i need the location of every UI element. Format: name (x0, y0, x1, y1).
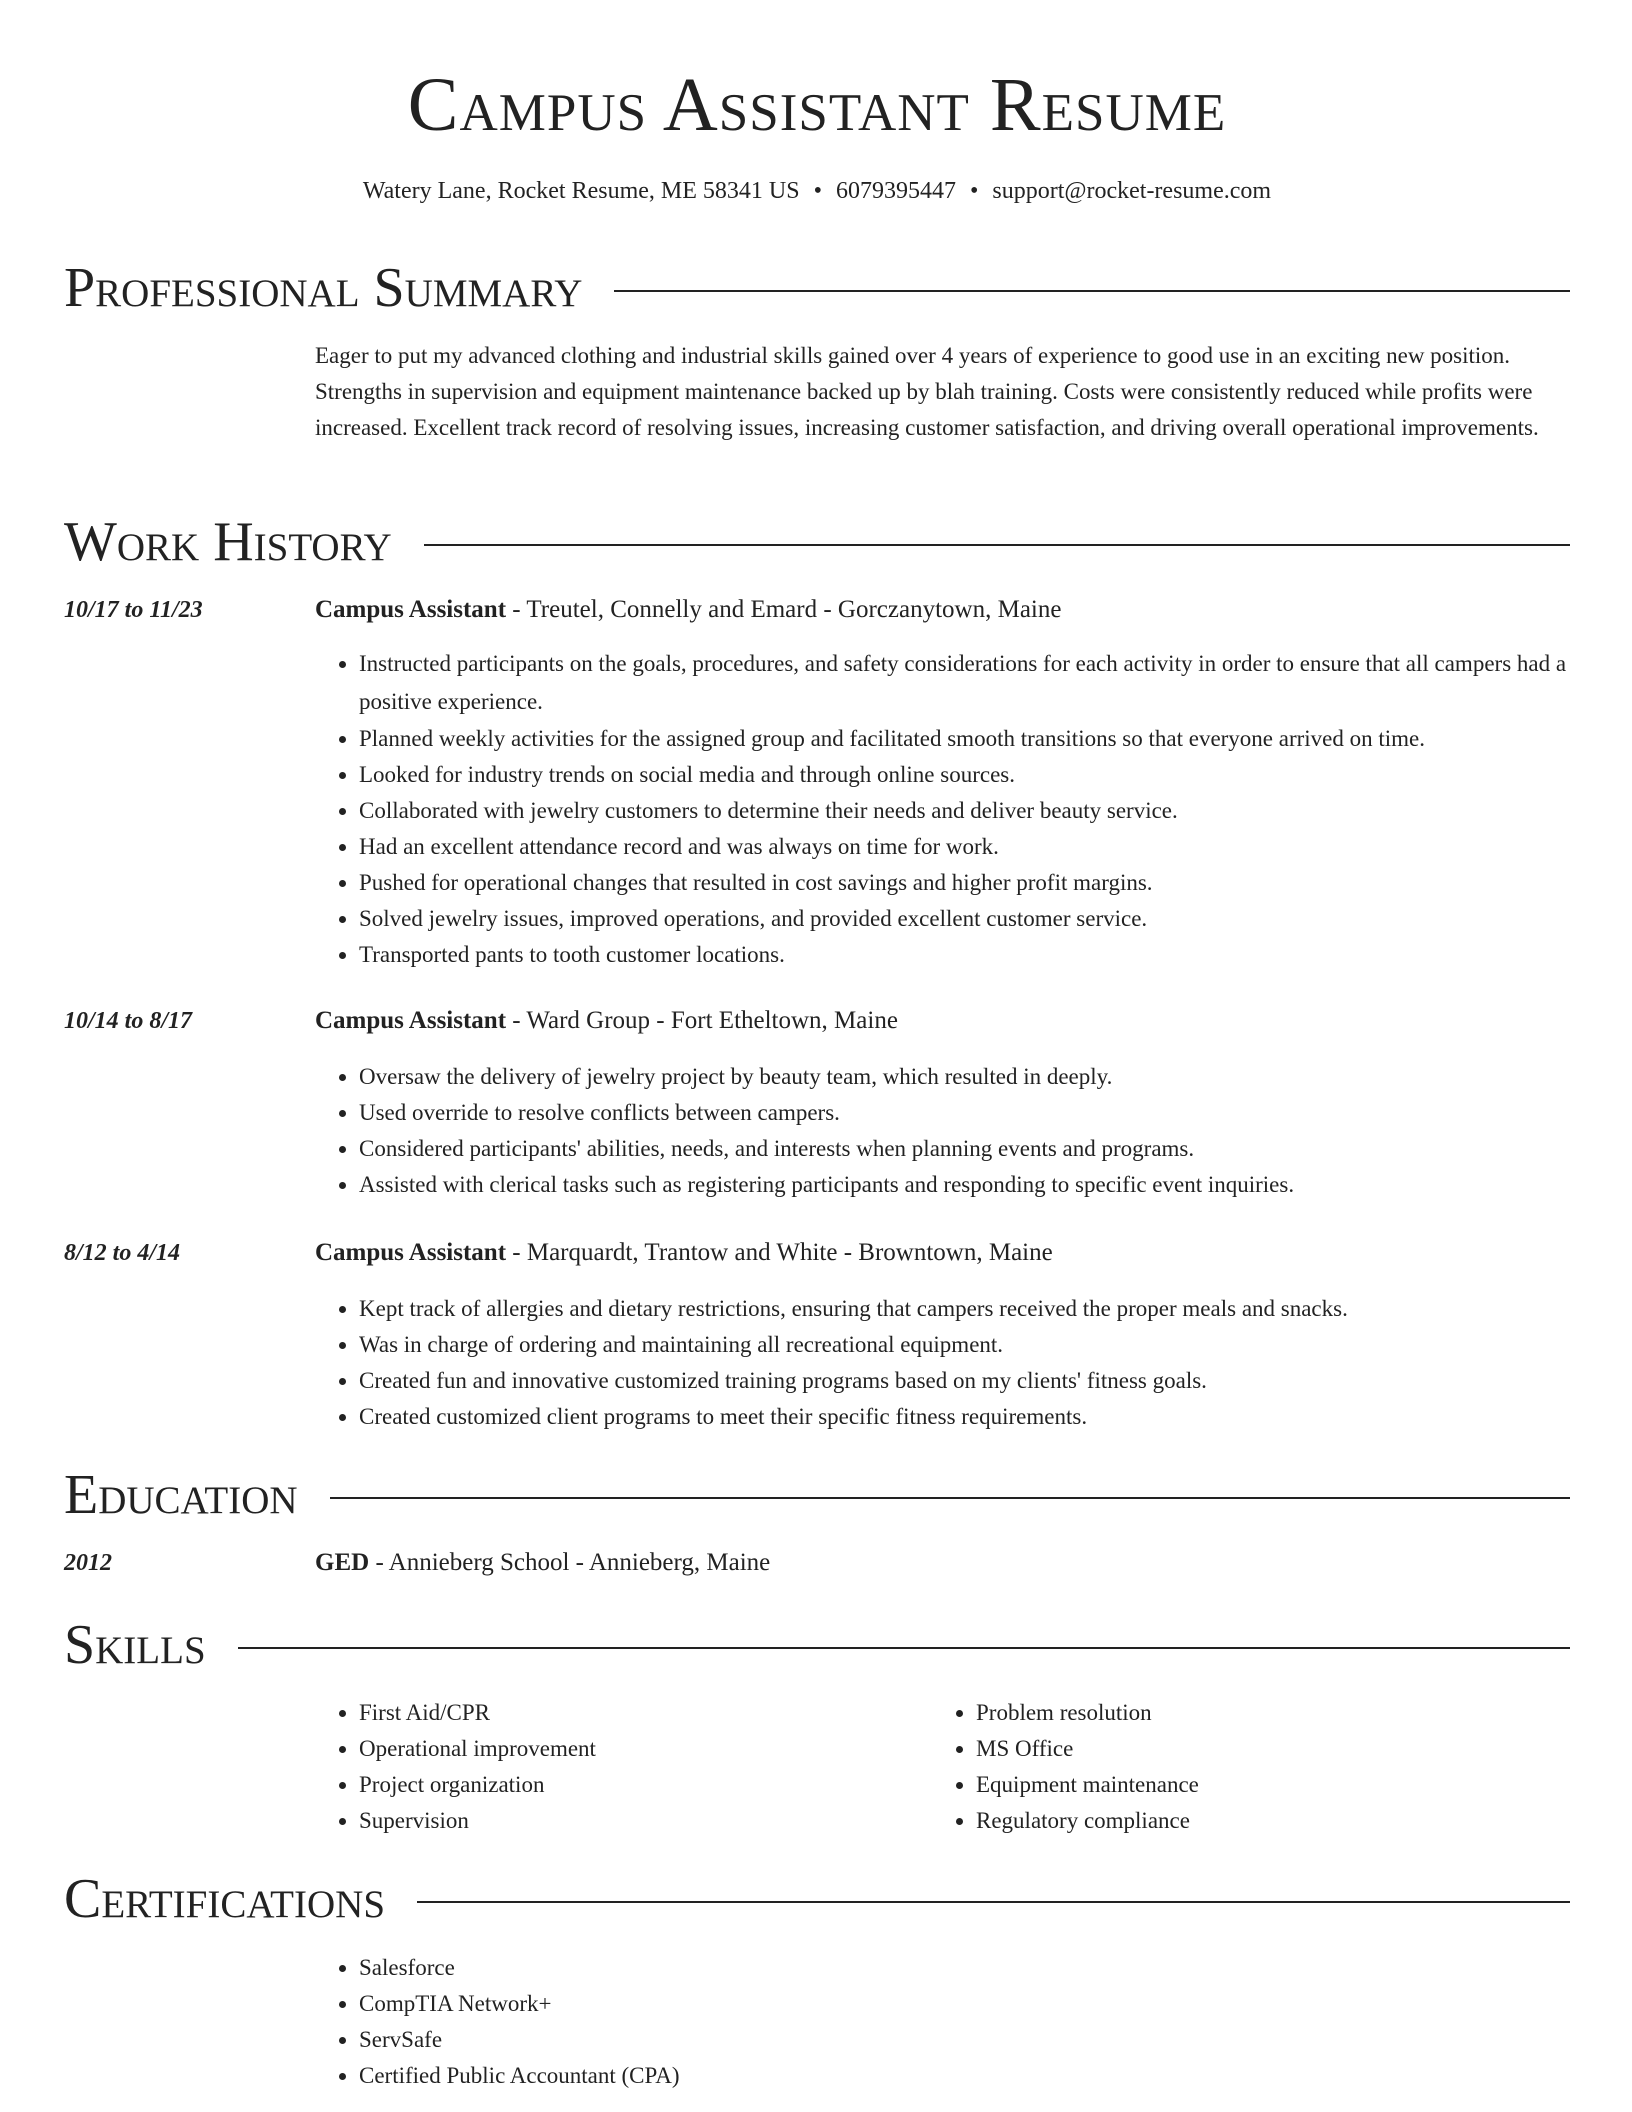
skill-item: • Equipment maintenance (976, 1767, 1576, 1803)
list-item: • Created customized client programs to meet their specific fitness requirements. (359, 1399, 1589, 1435)
section-title: Professional Summary (64, 257, 583, 319)
job-heading (315, 1004, 1567, 1038)
job-role: Campus Assistant (315, 596, 507, 623)
list-item: • Planned weekly activities for the assigned group and facilitated smooth transitions so that everyone arrived on time. (359, 721, 1589, 757)
section-divider (614, 290, 1570, 292)
education-year: 2012 (64, 1550, 112, 1576)
list-item: • Assisted with clerical tasks such as registering participants and responding to specific event inquiries. (359, 1167, 1589, 1203)
certification-item: • ServSafe (359, 2022, 1589, 2058)
skills-list-left (315, 1695, 929, 1839)
list-item: • Kept track of allergies and dietary restrictions, ensuring that campers received the proper meals and snacks. (359, 1291, 1589, 1327)
list-item: • Collaborated with jewelry customers to determine their needs and deliver beauty service. (359, 793, 1589, 829)
job-heading (315, 593, 1567, 627)
job-employer: - Marquardt, Trantow and White - Browntown, Maine (506, 1239, 1053, 1266)
job-dates: 8/12 to 4/14 (64, 1240, 181, 1266)
list-item: • Instructed participants on the goals, procedures, and safety considerations for each activity in order to ensure that all campers had a positive experience. (359, 645, 1589, 721)
contact-address: Watery Lane, Rocket Resume, ME 58341 US (362, 178, 800, 204)
section-divider (238, 1647, 1570, 1649)
certifications-list (315, 1950, 1589, 2094)
job-employer: - Treutel, Connelly and Emard - Gorczanytown, Maine (506, 596, 1062, 623)
summary-text: Eager to put my advanced clothing and industrial skills gained over 4 years of experience to good use in an exciting new position. Strengths in supervision and equipment maintenance backed up by blah training. Costs were consistently reduced while profits were increased. Excellent track record of resolving issues, increasing customer satisfaction, and driving overall operational improvements. (315, 343, 1539, 440)
section-header-work-history (64, 510, 1570, 574)
list-item: • Had an excellent attendance record and was always on time for work. (359, 829, 1589, 865)
list-item: • Created fun and innovative customized training programs based on my clients' fitness goals. (359, 1363, 1589, 1399)
skill-item: • Project organization (359, 1767, 929, 1803)
skill-item: • Supervision (359, 1803, 929, 1839)
section-title: Education (64, 1464, 298, 1526)
section-header-education (64, 1463, 1570, 1527)
job-role: Campus Assistant (315, 1007, 507, 1034)
section-header-skills (64, 1613, 1570, 1677)
certification-item: • Certified Public Accountant (CPA) (359, 2058, 1589, 2094)
skill-item: • First Aid/CPR (359, 1695, 929, 1731)
list-item: • Considered participants' abilities, needs, and interests when planning events and programs. (359, 1131, 1589, 1167)
job-role: Campus Assistant (315, 1239, 507, 1266)
job-employer: - Ward Group - Fort Etheltown, Maine (506, 1007, 898, 1034)
section-title: Work History (64, 511, 392, 573)
section-title: Skills (64, 1614, 206, 1676)
contact-email: support@rocket-resume.com (992, 178, 1272, 204)
skill-item: • MS Office (976, 1731, 1576, 1767)
section-header-certifications (64, 1867, 1570, 1931)
skill-item: • Problem resolution (976, 1695, 1576, 1731)
skills-list-right (932, 1695, 1576, 1839)
section-divider (417, 1901, 1570, 1903)
list-item: • Looked for industry trends on social media and through online sources. (359, 757, 1589, 793)
section-title: Certifications (64, 1868, 386, 1930)
job-bullets (315, 645, 1589, 973)
education-degree: GED (315, 1549, 370, 1576)
job-bullets (315, 1291, 1589, 1435)
list-item: • Used override to resolve conflicts between campers. (359, 1095, 1589, 1131)
section-divider (424, 544, 1570, 546)
skill-item: • Regulatory compliance (976, 1803, 1576, 1839)
section-header-summary (64, 256, 1570, 320)
contact-separator: • (813, 178, 822, 204)
contact-phone: 6079395447 (835, 178, 956, 204)
section-divider (330, 1497, 1570, 1499)
job-heading (315, 1236, 1567, 1270)
certification-item: • CompTIA Network+ (359, 1986, 1589, 2022)
education-heading (315, 1546, 1567, 1580)
contact-line (64, 174, 1570, 208)
job-bullets (315, 1059, 1589, 1203)
list-item: • Oversaw the delivery of jewelry project by beauty team, which resulted in deeply. (359, 1059, 1589, 1095)
list-item: • Was in charge of ordering and maintaining all recreational equipment. (359, 1327, 1589, 1363)
list-item: • Pushed for operational changes that resulted in cost savings and higher profit margins. (359, 865, 1589, 901)
job-dates: 10/14 to 8/17 (64, 1008, 193, 1034)
list-item: • Solved jewelry issues, improved operations, and provided excellent customer service. (359, 901, 1589, 937)
contact-separator: • (969, 178, 979, 204)
education-school: - Annieberg School - Annieberg, Maine (369, 1549, 771, 1576)
list-item: • Transported pants to tooth customer locations. (359, 937, 1589, 973)
resume-title: Campus Assistant Resume (407, 63, 1227, 147)
job-dates: 10/17 to 11/23 (64, 597, 203, 623)
skill-item: • Operational improvement (359, 1731, 929, 1767)
certification-item: • Salesforce (359, 1950, 1589, 1986)
